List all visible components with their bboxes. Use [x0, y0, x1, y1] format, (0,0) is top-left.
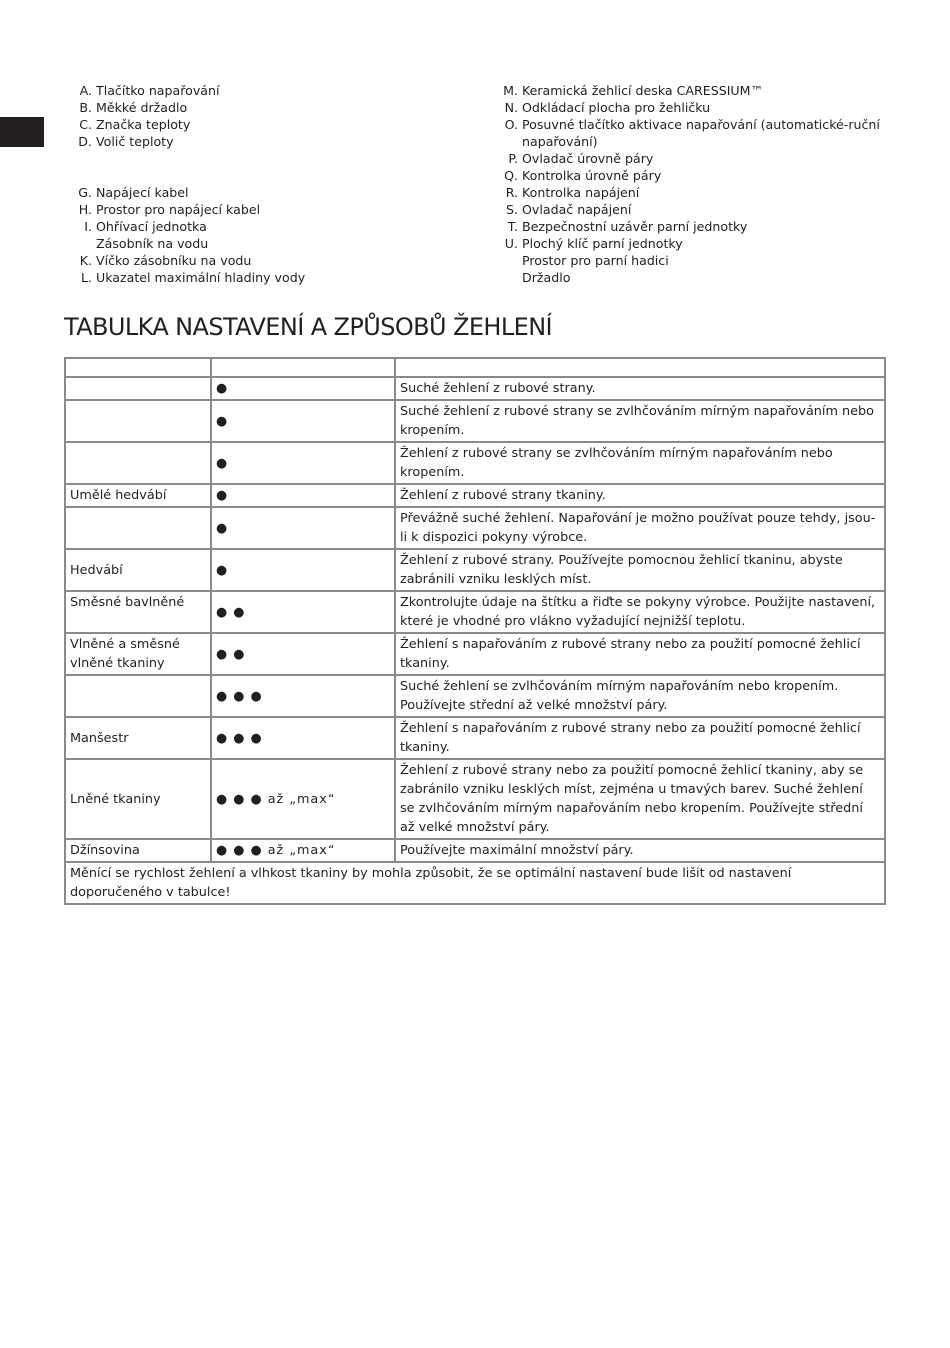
setting-cell: ● ● ● — [211, 675, 395, 717]
part-item — [64, 184, 305, 201]
table-row — [65, 839, 885, 862]
instruction-cell: Suché žehlení z rubové strany. — [395, 377, 885, 400]
part-label: Měkké držadlo — [96, 100, 188, 115]
part-item — [64, 252, 305, 269]
part-label: Keramická žehlicí deska CARESSIUM™ — [522, 83, 764, 98]
header-cell-instruction — [395, 358, 885, 377]
fabric-cell: Hedvábí — [65, 549, 211, 591]
part-letter: R. — [505, 185, 518, 200]
fabric-cell: Džínsovina — [65, 839, 211, 862]
instruction-cell: Suché žehlení z rubové strany se zvlhčováním mírným napařováním nebo kropením. — [395, 400, 885, 442]
setting-cell: ● — [211, 507, 395, 549]
fabric-cell: Umělé hedvábí — [65, 484, 211, 507]
table-header-row — [65, 358, 885, 377]
part-item — [490, 99, 890, 116]
part-item — [64, 235, 305, 252]
part-item — [490, 269, 890, 286]
part-letter: U. — [504, 236, 518, 251]
fabric-cell — [65, 377, 211, 400]
part-label: Ukazatel maximální hladiny vody — [96, 270, 306, 285]
part-item — [490, 184, 890, 201]
part-letter: L. — [80, 270, 92, 285]
part-letter: K. — [79, 253, 92, 268]
part-item — [490, 82, 890, 99]
fabric-cell: Vlněné a směsné vlněné tkaniny — [65, 633, 211, 675]
table-row — [65, 717, 885, 759]
part-label: Ovladač úrovně páry — [522, 151, 654, 166]
setting-cell: ● ● — [211, 591, 395, 633]
part-letter: S. — [506, 202, 518, 217]
table-row — [65, 400, 885, 442]
part-item — [490, 235, 890, 252]
part-letter: H. — [78, 202, 92, 217]
part-letter: N. — [504, 100, 518, 115]
table-row — [65, 759, 885, 839]
setting-cell: ● ● ● až „max“ — [211, 839, 395, 862]
fabric-cell — [65, 400, 211, 442]
part-label: Kontrolka napájení — [522, 185, 640, 200]
setting-cell: ● — [211, 484, 395, 507]
instruction-cell: Žehlení z rubové strany se zvlhčováním mírným napařováním nebo kropením. — [395, 442, 885, 484]
setting-cell: ● — [211, 442, 395, 484]
table-note-row — [65, 862, 885, 904]
part-item — [64, 218, 305, 235]
part-label: Odkládací plocha pro žehličku — [522, 100, 711, 115]
fabric-cell: Lněné tkaniny — [65, 759, 211, 839]
fabric-cell: Směsné bavlněné — [65, 591, 211, 633]
part-label: Bezpečnostní uzávěr parní jednotky — [522, 219, 748, 234]
part-label: Napájecí kabel — [96, 185, 189, 200]
part-letter: C. — [79, 117, 92, 132]
setting-cell: ● ● ● — [211, 717, 395, 759]
part-item — [490, 150, 890, 167]
part-letter: A. — [79, 83, 92, 98]
part-item — [490, 201, 890, 218]
instruction-cell: Žehlení s napařováním z rubové strany nebo za použití pomocné žehlicí tkaniny. — [395, 633, 885, 675]
part-label: Ovladač napájení — [522, 202, 632, 217]
fabric-cell — [65, 442, 211, 484]
setting-cell: ● — [211, 549, 395, 591]
part-label: Ohřívací jednotka — [96, 219, 207, 234]
fabric-cell: Manšestr — [65, 717, 211, 759]
part-letter: Q. — [504, 168, 518, 183]
instruction-cell: Žehlení s napařováním z rubové strany nebo za použití pomocné žehlicí tkaniny. — [395, 717, 885, 759]
table-row — [65, 377, 885, 400]
parts-list-left — [64, 82, 305, 286]
part-label: Tlačítko napařování — [96, 83, 220, 98]
instruction-cell: Žehlení z rubové strany. Používejte pomocnou žehlicí tkaninu, abyste zabránili vzniku lesklých míst. — [395, 549, 885, 591]
part-item — [490, 116, 890, 150]
table-row — [65, 484, 885, 507]
part-item — [490, 252, 890, 269]
part-label: Kontrolka úrovně páry — [522, 168, 662, 183]
part-letter: D. — [78, 134, 92, 149]
fabric-cell — [65, 675, 211, 717]
part-letter: B. — [79, 100, 92, 115]
part-label: Plochý klíč parní jednotky — [522, 236, 683, 251]
part-letter: O. — [504, 117, 518, 132]
part-label: Posuvné tlačítko aktivace napařování (automatické-ruční napařování) — [522, 117, 880, 149]
table-row — [65, 442, 885, 484]
setting-cell: ● ● — [211, 633, 395, 675]
part-item — [64, 99, 305, 116]
part-item — [490, 218, 890, 235]
part-item — [64, 133, 305, 150]
part-label: Prostor pro napájecí kabel — [96, 202, 261, 217]
instruction-cell: Žehlení z rubové strany nebo za použití pomocné žehlicí tkaniny, aby se zabránilo vzniku lesklých míst, zejména u tmavých barev. Suché žehlení se zvlhčováním mírným napařováním nebo kropením. Používejte střední až velké množství páry. — [395, 759, 885, 839]
part-label: Značka teploty — [96, 117, 191, 132]
fabric-cell — [65, 507, 211, 549]
header-cell-fabric — [65, 358, 211, 377]
part-label: Víčko zásobníku na vodu — [96, 253, 252, 268]
setting-cell: ● — [211, 400, 395, 442]
part-letter: G. — [78, 185, 92, 200]
part-label: Zásobník na vodu — [96, 236, 209, 251]
instruction-cell: Používejte maximální množství páry. — [395, 839, 885, 862]
part-letter: M. — [503, 83, 518, 98]
table-row — [65, 549, 885, 591]
table-row — [65, 675, 885, 717]
table-row — [65, 633, 885, 675]
part-letter: T. — [507, 219, 518, 234]
ironing-settings-table — [64, 357, 886, 905]
part-label: Volič teploty — [96, 134, 174, 149]
table-row — [65, 591, 885, 633]
part-item — [64, 201, 305, 218]
table-row — [65, 507, 885, 549]
header-cell-setting — [211, 358, 395, 377]
part-label: Prostor pro parní hadici — [522, 253, 669, 268]
instruction-cell: Zkontrolujte údaje na štítku a řiďte se pokyny výrobce. Použijte nastavení, které je vhodné pro vlákno vyžadující nejnižší teplotu. — [395, 591, 885, 633]
instruction-cell: Převážně suché žehlení. Napařování je možno používat pouze tehdy, jsou-li k dispozici pokyny výrobce. — [395, 507, 885, 549]
table-note: Měnící se rychlost žehlení a vlhkost tkaniny by mohla způsobit, že se optimální nastavení bude lišit od nastavení doporučeného v tabulce! — [65, 862, 885, 904]
instruction-cell: Suché žehlení se zvlhčováním mírným napařováním nebo kropením. Používejte střední až velké množství páry. — [395, 675, 885, 717]
part-item — [64, 116, 305, 133]
part-item — [64, 269, 305, 286]
part-item — [490, 167, 890, 184]
part-label: Držadlo — [522, 270, 571, 285]
list-gap — [64, 150, 305, 184]
setting-cell: ● — [211, 377, 395, 400]
chapter-tab-marker — [0, 117, 44, 147]
section-title: TABULKA NASTAVENÍ A ZPŮSOBŮ ŽEHLENÍ — [64, 313, 553, 341]
part-item — [64, 82, 305, 99]
part-letter: P. — [508, 151, 518, 166]
parts-list-right — [490, 82, 890, 286]
setting-cell: ● ● ● až „max“ — [211, 759, 395, 839]
part-letter: I. — [84, 219, 92, 234]
instruction-cell: Žehlení z rubové strany tkaniny. — [395, 484, 885, 507]
